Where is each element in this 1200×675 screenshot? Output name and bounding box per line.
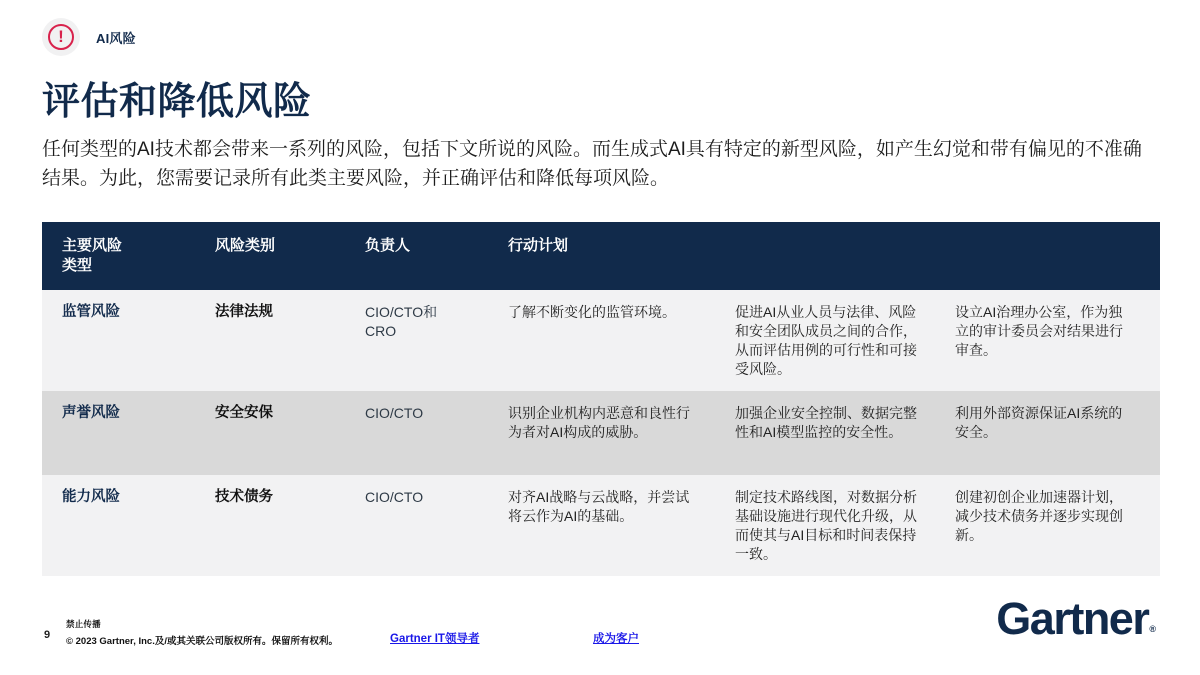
action-cell: 促进AI从业人员与法律、风险和安全团队成员之间的合作，从而评估用例的可行性和可接受风险。 [735, 304, 917, 377]
action-cell: 识别企业机构内恶意和良性行为者对AI构成的威胁。 [508, 405, 690, 440]
action-cell: 创建初创企业加速器计划，减少技术债务并逐步实现创新。 [955, 489, 1123, 543]
category-cell: 技术债务 [215, 489, 273, 505]
slide-eyebrow [42, 18, 136, 56]
gartner-it-leaders-link[interactable]: Gartner IT领导者 [390, 633, 480, 645]
intro-paragraph: 任何类型的AI技术都会带来一系列的风险，包括下文所说的风险。而生成式AI具有特定的新型风险，如产生幻觉和带有偏见的不准确结果。为此，您需要记录所有此类主要风险，并正确评估和降低每项风险。 [42, 139, 1142, 189]
table-row [42, 475, 1160, 576]
action-cell: 加强企业安全控制、数据完整性和AI模型监控的安全性。 [735, 405, 917, 440]
eyebrow-label: AI风险 [96, 30, 136, 46]
risk-type-cell: 能力风险 [62, 489, 120, 505]
category-cell: 法律法规 [215, 304, 273, 320]
become-client-link[interactable]: 成为客户 [593, 633, 639, 645]
column-header-risk-type: 主要风险类型 [62, 237, 123, 274]
column-header-category: 风险类别 [215, 237, 276, 254]
category-cell: 安全安保 [215, 405, 273, 421]
action-cell: 设立AI治理办公室，作为独立的审计委员会对结果进行审查。 [955, 304, 1123, 358]
table-row [42, 391, 1160, 475]
restriction-label: 禁止传播 [66, 619, 101, 629]
column-header-owner: 负责人 [365, 237, 411, 254]
slide-footer [0, 593, 1200, 675]
registered-mark-icon: ® [1149, 624, 1156, 634]
page-title: 评估和降低风险 [42, 81, 312, 123]
page-number: 9 [44, 629, 51, 641]
risk-type-cell: 声誉风险 [62, 405, 120, 421]
action-cell: 对齐AI战略与云战略，并尝试将云作为AI的基础。 [508, 489, 690, 524]
table-row [42, 290, 1160, 391]
copyright-text: © 2023 Gartner, Inc.及/或其关联公司版权所有。保留所有权利。 [66, 636, 338, 647]
action-cell: 制定技术路线图，对数据分析基础设施进行现代化升级，从而使其与AI目标和时间表保持一致。 [735, 489, 917, 562]
exclamation-icon: ! [48, 24, 74, 50]
footer-fineprint [66, 618, 338, 647]
owner-cell: CIO/CTO [365, 489, 424, 505]
gartner-logo-text: Gartner [996, 593, 1149, 644]
action-cell: 利用外部资源保证AI系统的安全。 [955, 405, 1123, 440]
risk-table [42, 222, 1160, 576]
column-header-action-plan: 行动计划 [508, 237, 569, 254]
table-header-row [42, 222, 1160, 290]
action-cell: 了解不断变化的监管环境。 [508, 304, 676, 320]
alert-circle-icon [42, 18, 80, 56]
owner-cell: CIO/CTO和CRO [365, 304, 438, 339]
owner-cell: CIO/CTO [365, 405, 424, 421]
gartner-logo [996, 593, 1155, 645]
risk-type-cell: 监管风险 [62, 304, 120, 320]
